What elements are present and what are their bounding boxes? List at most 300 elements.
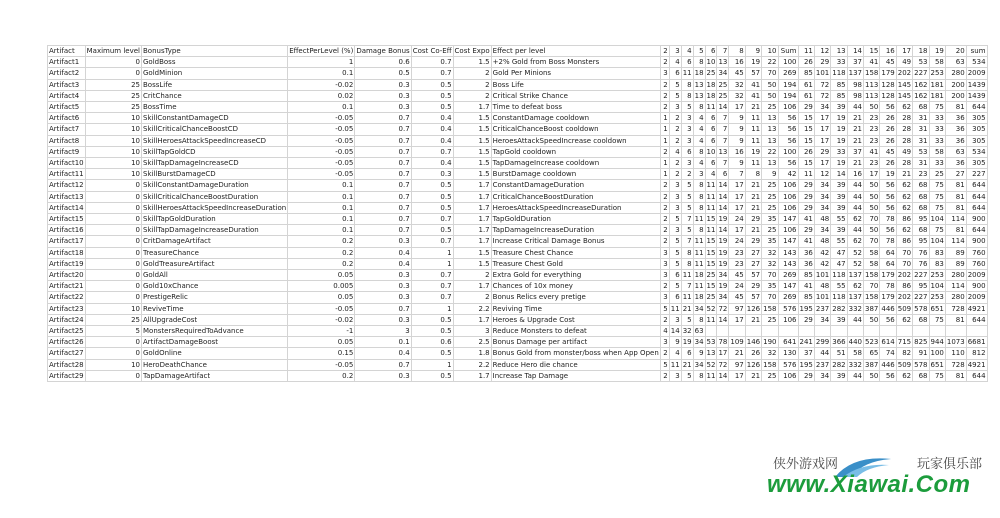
table-cell[interactable]: 34	[814, 102, 830, 113]
table-cell[interactable]: 62	[896, 180, 912, 191]
table-cell[interactable]: ConstantDamageDuration	[491, 180, 660, 191]
table-cell[interactable]: 202	[897, 271, 912, 280]
table-cell[interactable]: 55	[831, 214, 847, 225]
table-cell[interactable]: 98	[847, 79, 863, 90]
table-cell[interactable]: 10	[85, 146, 141, 157]
table-cell[interactable]: 641	[778, 337, 798, 348]
table-cell[interactable]: 45	[880, 57, 896, 68]
table-cell[interactable]: 11	[745, 158, 761, 169]
table-cell[interactable]: 2	[681, 169, 693, 180]
table-cell[interactable]: 53	[706, 338, 716, 347]
table-cell[interactable]: 41	[798, 281, 814, 292]
table-cell[interactable]: 29	[798, 314, 814, 325]
table-cell[interactable]: 4	[693, 113, 705, 124]
table-cell[interactable]: 534	[966, 146, 987, 157]
table-cell[interactable]: 3	[660, 337, 669, 348]
table-cell[interactable]: 18	[694, 271, 704, 280]
table-cell[interactable]: 26	[798, 57, 814, 68]
table-cell[interactable]: 50	[864, 225, 880, 236]
table-cell[interactable]: 16	[729, 57, 745, 68]
table-cell[interactable]: 1.5	[453, 169, 491, 180]
table-cell[interactable]: 28	[896, 135, 912, 146]
table-cell[interactable]: 24	[729, 214, 745, 225]
table-cell[interactable]: 237	[815, 360, 830, 369]
table-cell[interactable]: 0.4	[355, 258, 411, 269]
table-cell[interactable]: 6	[669, 68, 681, 79]
table-cell[interactable]: 0.5	[411, 326, 453, 337]
table-cell[interactable]: 0.2	[288, 247, 355, 258]
table-cell[interactable]: 25	[718, 91, 728, 100]
table-cell[interactable]: 0	[85, 202, 141, 213]
table-cell[interactable]: 41	[745, 90, 761, 101]
table-cell[interactable]: 0	[85, 281, 141, 292]
table-cell[interactable]: 5	[681, 191, 693, 202]
table-cell[interactable]: 81	[945, 370, 966, 381]
table-cell[interactable]: 53	[913, 57, 929, 68]
table-cell[interactable]: 35	[762, 236, 778, 247]
table-cell[interactable]: 0.1	[288, 214, 355, 225]
table-cell[interactable]: 33	[929, 135, 945, 146]
table-cell[interactable]: 2	[453, 270, 491, 281]
table-cell[interactable]: 181	[930, 80, 944, 89]
table-cell[interactable]: 11	[670, 304, 680, 313]
table-cell[interactable]: 11	[670, 360, 680, 369]
table-cell[interactable]: 2	[660, 180, 669, 191]
table-cell[interactable]: 1.5	[453, 124, 491, 135]
table-cell[interactable]	[929, 326, 945, 337]
table-cell[interactable]: Artifact4	[48, 90, 86, 101]
table-cell[interactable]: 10	[85, 158, 141, 169]
table-cell[interactable]: 3	[660, 270, 669, 281]
table-cell[interactable]: 11	[706, 181, 716, 190]
table-cell[interactable]: 85	[798, 68, 814, 79]
table-cell[interactable]: 106	[778, 191, 798, 202]
table-cell[interactable]: 78	[880, 281, 896, 292]
table-cell[interactable]: 14	[718, 192, 728, 201]
table-cell[interactable]: 0.1	[288, 191, 355, 202]
table-cell[interactable]: 7	[717, 135, 729, 146]
table-cell[interactable]: 0.5	[411, 191, 453, 202]
table-cell[interactable]: 0.5	[411, 79, 453, 90]
table-cell[interactable]: 101	[815, 69, 830, 78]
table-cell[interactable]: 75	[929, 191, 945, 202]
table-cell[interactable]: 64	[880, 258, 896, 269]
table-cell[interactable]: 2	[660, 348, 669, 359]
table-cell[interactable]: 440	[848, 338, 862, 347]
table-cell[interactable]: 19	[831, 113, 847, 124]
table-cell[interactable]: 25	[762, 180, 778, 191]
table-cell[interactable]: 6	[669, 292, 681, 303]
table-cell[interactable]: 446	[881, 360, 895, 369]
table-cell[interactable]: 70	[896, 247, 912, 258]
table-cell[interactable]: 158	[763, 304, 777, 313]
table-cell[interactable]: 4	[693, 124, 705, 135]
table-cell[interactable]: 21	[745, 225, 761, 236]
table-cell[interactable]: 4	[669, 146, 681, 157]
table-cell[interactable]: 26	[880, 158, 896, 169]
table-cell[interactable]: 1.7	[453, 214, 491, 225]
table-cell[interactable]: 8	[681, 90, 693, 101]
table-cell[interactable]: 15	[706, 282, 716, 291]
table-cell[interactable]: 45	[729, 270, 745, 281]
table-cell[interactable]: 50	[864, 370, 880, 381]
table-cell[interactable]: 644	[966, 191, 987, 202]
table-cell[interactable]: 50	[762, 79, 778, 90]
table-cell[interactable]: 366	[832, 338, 846, 347]
table-cell[interactable]: 0.1	[355, 337, 411, 348]
table-cell[interactable]: 3	[669, 102, 681, 113]
table-cell[interactable]: Artifact18	[49, 248, 84, 257]
table-cell[interactable]: 195	[799, 360, 813, 369]
table-cell[interactable]: 70	[762, 270, 778, 281]
table-cell[interactable]: 1.8	[453, 348, 491, 359]
table-cell[interactable]	[762, 326, 778, 337]
column-header[interactable]: 20	[945, 46, 966, 57]
table-cell[interactable]: 0	[85, 57, 141, 68]
table-cell[interactable]: 83	[929, 258, 945, 269]
table-cell[interactable]: 16	[847, 169, 863, 180]
table-cell[interactable]: 29	[745, 214, 761, 225]
table-cell[interactable]: SkillCriticalChanceBoostDuration	[142, 191, 288, 202]
table-cell[interactable]: 158	[763, 360, 777, 369]
table-cell[interactable]: 5	[681, 202, 693, 213]
table-cell[interactable]: 17	[814, 158, 830, 169]
table-cell[interactable]: 72	[718, 304, 728, 313]
table-cell[interactable]: 0.7	[411, 214, 453, 225]
table-cell[interactable]: 19	[718, 215, 728, 224]
table-cell[interactable]: 81	[945, 180, 966, 191]
table-cell[interactable]: 15	[706, 237, 716, 246]
table-cell[interactable]: Treasure Chest Gold	[491, 258, 660, 269]
table-cell[interactable]: 70	[864, 236, 880, 247]
table-cell[interactable]: 0.3	[355, 79, 411, 90]
table-cell[interactable]: 0.5	[355, 68, 411, 79]
table-cell[interactable]: 11	[706, 192, 716, 201]
table-cell[interactable]: 29	[814, 146, 830, 157]
table-cell[interactable]: 9	[693, 348, 705, 359]
column-header[interactable]: 15	[864, 46, 880, 57]
table-cell[interactable]: -0.05	[288, 158, 355, 169]
table-cell[interactable]: 56	[880, 202, 896, 213]
table-cell[interactable]: 0.1	[288, 225, 355, 236]
table-cell[interactable]: -0.05	[288, 146, 355, 157]
table-cell[interactable]: 3	[660, 247, 669, 258]
column-header[interactable]: Maximum level	[86, 47, 140, 55]
table-cell[interactable]: 14	[718, 181, 728, 190]
table-cell[interactable]: Artifact21	[49, 282, 84, 291]
table-cell[interactable]: 6681	[967, 338, 986, 347]
table-cell[interactable]: 91	[913, 348, 929, 359]
table-cell[interactable]: 644	[966, 102, 987, 113]
table-cell[interactable]: 0.7	[355, 180, 411, 191]
table-cell[interactable]: 89	[945, 258, 966, 269]
table-cell[interactable]: 0	[85, 370, 141, 381]
table-cell[interactable]: 76	[913, 247, 929, 258]
table-cell[interactable]: 39	[831, 314, 847, 325]
table-cell[interactable]: 86	[896, 281, 912, 292]
table-cell[interactable]: 3	[681, 124, 693, 135]
table-cell[interactable]: 101	[815, 271, 830, 280]
table-cell[interactable]: 0.7	[355, 158, 411, 169]
table-cell[interactable]: Artifact28	[49, 360, 84, 369]
table-cell[interactable]: 118	[832, 271, 846, 280]
table-cell[interactable]: Artifact22	[49, 293, 84, 302]
column-header[interactable]: 4	[681, 46, 693, 57]
column-header[interactable]: 6	[705, 46, 717, 57]
table-cell[interactable]: TapGold cooldown	[491, 146, 660, 157]
table-cell[interactable]: 0.4	[411, 135, 453, 146]
table-cell[interactable]: 21	[847, 124, 863, 135]
table-cell[interactable]: 0.3	[355, 281, 411, 292]
table-cell[interactable]: 4	[693, 135, 705, 146]
table-cell[interactable]: 0	[85, 348, 141, 359]
table-cell[interactable]: 0.7	[355, 303, 411, 314]
table-cell[interactable]: 36	[945, 124, 966, 135]
table-cell[interactable]: 58	[847, 348, 863, 359]
table-cell[interactable]: -0.05	[288, 124, 355, 135]
table-cell[interactable]: 10	[85, 169, 141, 180]
table-cell[interactable]: 280	[945, 292, 966, 303]
table-cell[interactable]: 25	[85, 79, 141, 90]
table-cell[interactable]: 95	[913, 236, 929, 247]
table-cell[interactable]: 113	[865, 80, 879, 89]
table-cell[interactable]: 70	[864, 214, 880, 225]
table-cell[interactable]: 305	[966, 124, 987, 135]
table-cell[interactable]: 11	[682, 293, 692, 302]
table-cell[interactable]: 0.7	[411, 68, 453, 79]
table-cell[interactable]: 34	[718, 69, 728, 78]
table-cell[interactable]: Treasure Chest Chance	[491, 247, 660, 258]
table-cell[interactable]: 644	[966, 225, 987, 236]
table-cell[interactable]: 36	[945, 158, 966, 169]
table-cell[interactable]: Artifact17	[49, 237, 84, 246]
table-cell[interactable]: 5	[669, 90, 681, 101]
table-cell[interactable]: 11	[706, 203, 716, 212]
table-cell[interactable]	[798, 326, 814, 337]
table-cell[interactable]: 2	[669, 113, 681, 124]
table-cell[interactable]: 68	[913, 314, 929, 325]
table-cell[interactable]: 25	[85, 314, 141, 325]
table-cell[interactable]: 3	[355, 326, 411, 337]
table-cell[interactable]: 1	[660, 135, 669, 146]
table-cell[interactable]: 0.7	[411, 57, 453, 68]
table-cell[interactable]: 34	[814, 180, 830, 191]
table-cell[interactable]: 52	[706, 360, 716, 369]
table-cell[interactable]: 128	[881, 91, 895, 100]
table-cell[interactable]: 10	[85, 303, 141, 314]
table-cell[interactable]: 19	[718, 248, 728, 257]
table-cell[interactable]: Reduce Hero die chance	[491, 359, 660, 370]
table-cell[interactable]: 282	[832, 304, 846, 313]
table-cell[interactable]: 31	[913, 158, 929, 169]
table-cell[interactable]: 728	[945, 359, 966, 370]
table-cell[interactable]: 13	[706, 349, 716, 358]
table-cell[interactable]: 8	[681, 258, 693, 269]
table-cell[interactable]: 147	[778, 214, 798, 225]
table-cell[interactable]: 15	[706, 259, 716, 268]
table-cell[interactable]: 19	[745, 146, 761, 157]
table-cell[interactable]: 0.7	[355, 225, 411, 236]
table-cell[interactable]: Bonus Relics every pretige	[491, 292, 660, 303]
table-cell[interactable]: 9	[729, 113, 745, 124]
table-cell[interactable]: 25	[762, 191, 778, 202]
table-cell[interactable]: 23	[729, 258, 745, 269]
table-cell[interactable]: Chances of 10x money	[491, 281, 660, 292]
table-cell[interactable]: 61	[798, 79, 814, 90]
table-cell[interactable]: 86	[896, 236, 912, 247]
table-cell[interactable]: 13	[718, 58, 728, 67]
table-cell[interactable]: 14	[718, 371, 728, 380]
table-cell[interactable]: 19	[718, 237, 728, 246]
table-cell[interactable]: 2	[660, 370, 669, 381]
table-cell[interactable]: 0.4	[355, 348, 411, 359]
table-cell[interactable]: 0.7	[411, 281, 453, 292]
table-cell[interactable]: 305	[966, 135, 987, 146]
table-cell[interactable]: 58	[864, 258, 880, 269]
table-cell[interactable]: 26	[798, 146, 814, 157]
table-cell[interactable]: 62	[847, 281, 863, 292]
table-cell[interactable]: 27	[745, 247, 761, 258]
table-cell[interactable]: 900	[966, 281, 987, 292]
table-cell[interactable]: 58	[929, 57, 945, 68]
table-cell[interactable]: 305	[966, 113, 987, 124]
table-cell[interactable]: 241	[799, 338, 813, 347]
table-cell[interactable]: 106	[778, 225, 798, 236]
table-cell[interactable]: 29	[814, 57, 830, 68]
table-cell[interactable]: 5	[669, 214, 681, 225]
table-cell[interactable]: 2	[660, 281, 669, 292]
table-cell[interactable]: 8	[693, 57, 705, 68]
table-cell[interactable]: 825	[914, 338, 928, 347]
table-cell[interactable]: 49	[896, 57, 912, 68]
table-cell[interactable]: 11	[706, 371, 716, 380]
table-cell[interactable]: 75	[929, 180, 945, 191]
column-header[interactable]: Sum	[778, 46, 798, 57]
table-cell[interactable]: 4	[705, 169, 717, 180]
table-cell[interactable]: 2	[660, 202, 669, 213]
table-cell[interactable]: 3	[669, 370, 681, 381]
table-cell[interactable]: 31	[913, 124, 929, 135]
table-cell[interactable]: 118	[832, 69, 846, 78]
table-cell[interactable]: Increase Critical Damage Bonus	[491, 236, 660, 247]
table-cell[interactable]: 48	[814, 214, 830, 225]
table-cell[interactable]: Artifact8	[48, 135, 86, 146]
table-cell[interactable]: 62	[896, 191, 912, 202]
table-cell[interactable]: 0.3	[355, 292, 411, 303]
table-cell[interactable]: Artifact1	[48, 57, 86, 68]
table-cell[interactable]	[831, 326, 847, 337]
table-cell[interactable]: 17	[814, 124, 830, 135]
table-cell[interactable]: SkillBurstDamageCD	[142, 169, 288, 180]
column-header[interactable]: 9	[745, 46, 761, 57]
table-cell[interactable]: 0.7	[411, 236, 453, 247]
table-cell[interactable]: ReviveTime	[142, 303, 288, 314]
table-cell[interactable]: 50	[762, 90, 778, 101]
table-cell[interactable]: 19	[718, 282, 728, 291]
table-cell[interactable]: 2.2	[453, 359, 491, 370]
table-cell[interactable]: 100	[930, 349, 944, 358]
table-cell[interactable]: 0.1	[288, 202, 355, 213]
column-header[interactable]: Effect per level	[491, 46, 660, 57]
table-cell[interactable]: 85	[798, 270, 814, 281]
table-cell[interactable]: -0.05	[288, 169, 355, 180]
table-cell[interactable]: 8	[681, 79, 693, 90]
table-cell[interactable]: 29	[798, 370, 814, 381]
table-cell[interactable]: 37	[847, 57, 863, 68]
table-cell[interactable]: 21	[745, 202, 761, 213]
table-cell[interactable]: 1	[411, 258, 453, 269]
table-cell[interactable]: 1.7	[453, 281, 491, 292]
table-cell[interactable]: Artifact23	[49, 304, 84, 313]
column-header[interactable]: 3	[669, 46, 681, 57]
table-cell[interactable]: 0	[85, 225, 141, 236]
table-cell[interactable]	[847, 326, 863, 337]
table-cell[interactable]: 56	[778, 113, 798, 124]
table-cell[interactable]: 21	[745, 370, 761, 381]
table-cell[interactable]: 2	[660, 102, 669, 113]
table-cell[interactable]: 3	[669, 191, 681, 202]
table-cell[interactable]: 47	[831, 258, 847, 269]
table-cell[interactable]: 0.5	[411, 370, 453, 381]
table-cell[interactable]: 0.4	[355, 247, 411, 258]
table-cell[interactable]: 23	[864, 158, 880, 169]
table-cell[interactable]	[778, 326, 798, 337]
table-cell[interactable]: 33	[831, 146, 847, 157]
table-cell[interactable]: AllUpgradeCost	[142, 314, 288, 325]
table-cell[interactable]: Bonus Damage per artifact	[491, 337, 660, 348]
table-cell[interactable]: 26	[880, 135, 896, 146]
table-cell[interactable]: 23	[913, 169, 929, 180]
table-cell[interactable]: 41	[798, 214, 814, 225]
table-cell[interactable]: 49	[896, 146, 912, 157]
table-cell[interactable]: 19	[718, 259, 728, 268]
table-cell[interactable]: 1439	[967, 80, 986, 89]
table-cell[interactable]: Artifact27	[49, 349, 84, 358]
table-cell[interactable]: 7	[681, 236, 693, 247]
table-cell[interactable]: 0.3	[355, 270, 411, 281]
column-header[interactable]: BonusType	[142, 46, 288, 57]
table-cell[interactable]: 1	[411, 359, 453, 370]
table-cell[interactable]: 45	[729, 292, 745, 303]
table-cell[interactable]: 44	[814, 348, 830, 359]
table-cell[interactable]: 509	[897, 304, 912, 313]
table-cell[interactable]: Artifact3	[48, 79, 86, 90]
table-cell[interactable]: 3	[660, 68, 669, 79]
column-header[interactable]: 2	[660, 46, 669, 57]
table-cell[interactable]: 1.5	[453, 57, 491, 68]
table-cell[interactable]: 52	[706, 304, 716, 313]
table-cell[interactable]: 446	[881, 304, 895, 313]
table-cell[interactable]: 0.7	[355, 146, 411, 157]
table-cell[interactable]: 7	[681, 281, 693, 292]
table-cell[interactable]: 280	[945, 68, 966, 79]
table-cell[interactable]: 32	[682, 327, 692, 336]
table-cell[interactable]: 15	[798, 124, 814, 135]
table-cell[interactable]: 50	[864, 180, 880, 191]
table-cell[interactable]: 0.3	[355, 236, 411, 247]
table-cell[interactable]: 644	[966, 202, 987, 213]
table-cell[interactable]: 113	[865, 91, 879, 100]
table-cell[interactable]: 5	[681, 370, 693, 381]
table-cell[interactable]: 19	[682, 338, 692, 347]
table-cell[interactable]: 6	[669, 270, 681, 281]
table-cell[interactable]: 18	[694, 293, 704, 302]
table-cell[interactable]: 0.2	[288, 236, 355, 247]
table-cell[interactable]: 27	[745, 258, 761, 269]
table-cell[interactable]: 56	[880, 102, 896, 113]
table-cell[interactable]: 25	[762, 370, 778, 381]
table-cell[interactable]: Artifact26	[49, 338, 84, 347]
